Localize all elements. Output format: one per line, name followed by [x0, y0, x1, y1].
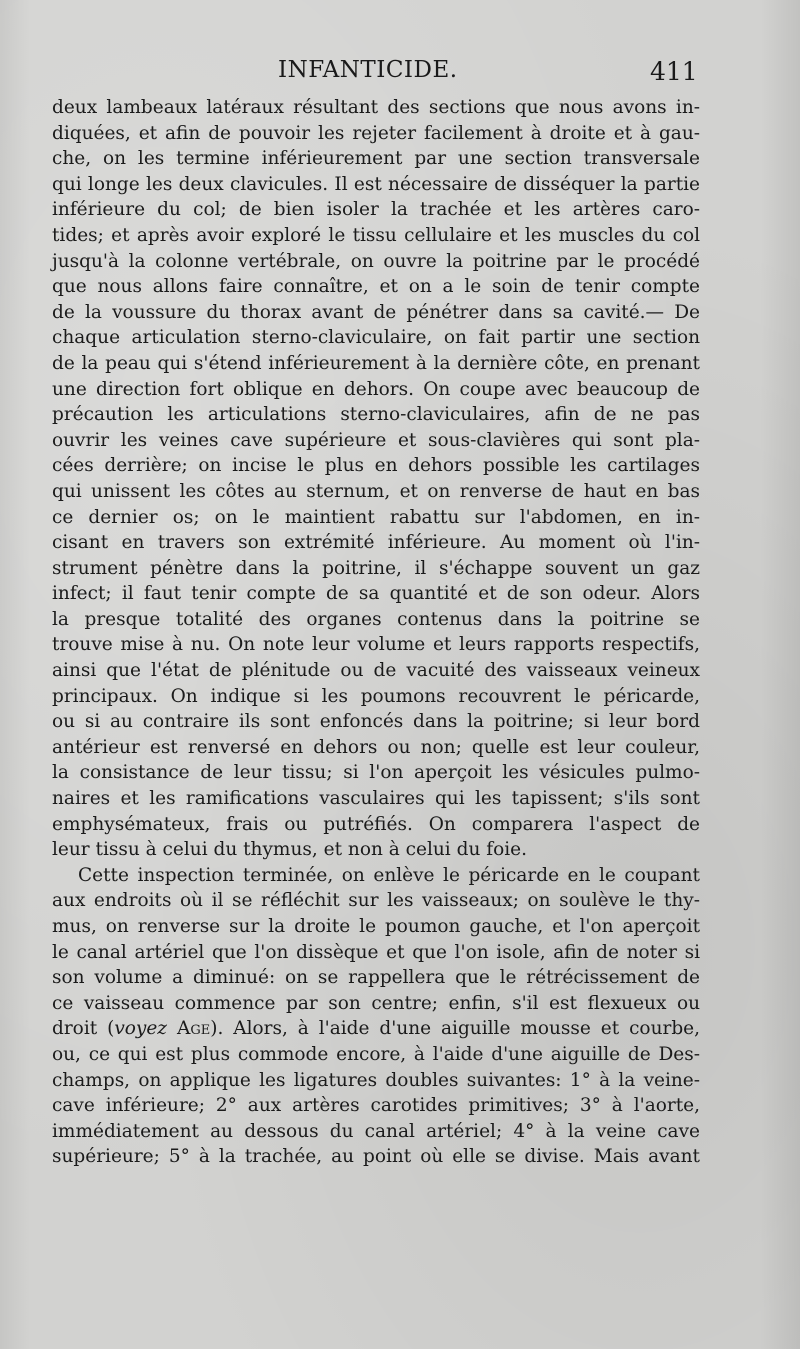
ref-before: droit ( [52, 1018, 115, 1040]
text-line: précaution les articulations sterno-claviculaires, afin de ne pas [52, 404, 700, 426]
running-title: INFANTICIDE. [278, 57, 458, 83]
text-line: chaque articulation sterno-claviculaire, on fait partir une section [52, 327, 700, 349]
text-line: aux endroits où il se réfléchit sur les vaisseaux; on soulève le thy- [52, 890, 700, 912]
text-line: la presque totalité des organes contenus dans la poitrine se [52, 608, 700, 630]
ref-space [167, 1018, 177, 1039]
body-text [52, 95, 700, 1170]
ref-smallcaps-age: Age [176, 1018, 211, 1040]
text-line: diquées, et afin de pouvoir les rejeter facilement à droite et à gau- [52, 122, 700, 144]
text-line: infect; il faut tenir compte de sa quantité et de son odeur. Alors [52, 583, 700, 605]
text-line: de la voussure du thorax avant de pénétrer dans sa cavité.— De [52, 301, 700, 323]
page-header [0, 57, 800, 93]
text-line: leur tissu à celui du thymus, et non à celui du foie. [52, 839, 527, 861]
text-line: ainsi que l'état de plénitude ou de vacuité des vaisseaux veineux [52, 660, 700, 682]
text-line: cisant en travers son extrémité inférieure. Au moment où l'in- [52, 532, 700, 554]
text-line: le canal artériel que l'on dissèque et que l'on isole, afin de noter si [52, 941, 700, 963]
text-line: che, on les termine inférieurement par une section transversale [52, 148, 700, 170]
text-line: mus, on renverse sur la droite le poumon gauche, et l'on aperçoit [52, 916, 700, 937]
text-line: son volume a diminué: on se rappellera que le rétrécissement de [52, 967, 700, 989]
ref-italic-voyez: voyez [114, 1018, 168, 1040]
text-line: la consistance de leur tissu; si l'on aperçoit les vésicules pulmo- [52, 762, 700, 784]
text-line: ou, ce qui est plus commode encore, à l'aide d'une aiguille de Des- [52, 1043, 700, 1065]
text-line: emphysémateux, frais ou putréfiés. On comparera l'aspect de [52, 813, 700, 835]
text-line: ouvrir les veines cave supérieure et sous-clavières qui sont pla- [52, 429, 700, 451]
text-line: antérieur est renversé en dehors ou non; quelle est leur couleur, [52, 736, 700, 758]
text-line: supérieure; 5° à la trachée, au point où elle se divise. Mais avant [52, 1146, 700, 1168]
text-line: que nous allons faire connaître, et on a le soin de tenir compte [52, 276, 700, 298]
text-line: tides; et après avoir exploré le tissu cellulaire et les muscles du col [52, 224, 700, 246]
text-line: immédiatement au dessous du canal artériel; 4° à la veine cave [52, 1120, 700, 1142]
text-line-cross-reference [52, 1016, 700, 1042]
text-line: ou si au contraire ils sont enfoncés dans la poitrine; si leur bord [52, 711, 700, 733]
text-line: principaux. On indique si les poumons recouvrent le péricarde, [52, 685, 700, 707]
ref-after: ). Alors, à l'aide d'une aiguille mousse et courbe, [210, 1018, 700, 1040]
page-edge-shadow [760, 0, 800, 1349]
text-line: deux lambeaux latéraux résultant des sections que nous avons in- [52, 97, 700, 118]
page-number: 411 [650, 57, 698, 86]
text-line: inférieure du col; de bien isoler la trachée et les artères caro- [52, 199, 700, 221]
page-gutter-shadow [0, 0, 30, 1349]
text-line: naires et les ramifications vasculaires qui les tapissent; s'ils sont [52, 788, 700, 810]
text-line: champs, on applique les ligatures doubles suivantes: 1° à la veine- [52, 1069, 700, 1091]
paragraph-1 [52, 95, 700, 863]
text-line: cées derrière; on incise le plus en dehors possible les cartilages [52, 455, 700, 477]
text-line: ce vaisseau commence par son centre; enfin, s'il est flexueux ou [52, 992, 700, 1014]
text-line: de la peau qui s'étend inférieurement à la dernière côte, en prenant [52, 352, 700, 374]
text-line: qui longe les deux clavicules. Il est nécessaire de disséquer la partie [52, 173, 700, 195]
text-line: jusqu'à la colonne vertébrale, on ouvre la poitrine par le procédé [52, 250, 700, 272]
text-line: cave inférieure; 2° aux artères carotides primitives; 3° à l'aorte, [52, 1095, 700, 1117]
text-line: Cette inspection terminée, on enlève le péricarde en le coupant [78, 864, 700, 886]
paragraph-2 [52, 863, 700, 1170]
text-line: qui unissent les côtes au sternum, et on renverse de haut en bas [52, 480, 700, 502]
text-line: une direction fort oblique en dehors. On coupe avec beaucoup de [52, 378, 700, 400]
text-line: strument pénètre dans la poitrine, il s'échappe souvent un gaz [52, 557, 700, 579]
text-line: ce dernier os; on le maintient rabattu sur l'abdomen, en in- [52, 506, 700, 528]
text-line: trouve mise à nu. On note leur volume et leurs rapports respectifs, [52, 634, 700, 656]
